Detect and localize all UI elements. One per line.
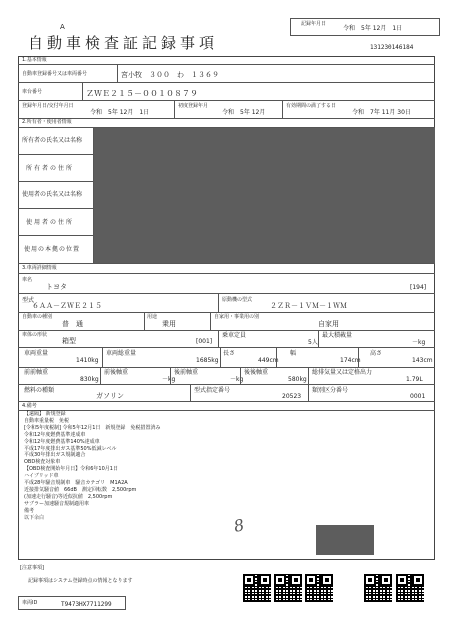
- weight-label: 車両重量: [24, 350, 49, 357]
- width-label: 幅: [290, 350, 297, 357]
- document-number: 131230146184: [370, 44, 414, 51]
- section-remarks-heading: 4.備考: [22, 403, 37, 409]
- model-label: 型式: [22, 297, 35, 304]
- record-date-label: 記録年月日: [301, 21, 327, 27]
- max-load-label: 最大積載量: [322, 332, 353, 339]
- remark-line: サブラー加速騒音規制適用車: [24, 500, 90, 507]
- reg-number-label: 自動車登録番号又は車両番号: [22, 71, 88, 77]
- section-basic-heading: 1.基本情報: [22, 57, 47, 63]
- rear-front-axle-value: －kg: [230, 376, 244, 383]
- front-rear-axle-label: 前後軸重: [104, 369, 129, 376]
- maker-value: トヨタ: [46, 283, 67, 291]
- record-date-box: [290, 18, 440, 36]
- model-value: ６ＡＡ－ＺＷＥ２１５: [32, 302, 102, 310]
- use-label: 用途: [147, 314, 158, 320]
- remark-line: 自動車重量税 免税: [24, 417, 70, 424]
- maker-label: 車名: [22, 277, 33, 283]
- type-number-label: 型式指定番号: [194, 387, 231, 394]
- qr-code-4: [364, 574, 392, 602]
- car-id-value: T9473HX7711299: [61, 601, 112, 608]
- height-label: 高さ: [370, 350, 383, 357]
- section-owner-heading: 2.所有者・使用者情報: [22, 119, 72, 125]
- body-shape-code: [001]: [196, 338, 213, 345]
- displacement-value: 1.79L: [406, 376, 423, 383]
- category-number-value: 0001: [410, 393, 426, 400]
- engine-value: ２ＺＲ－１ＶＭ－１ＷＭ: [270, 302, 347, 310]
- length-label: 長さ: [223, 350, 236, 357]
- vehicle-type-label: 自動車の種別: [22, 314, 53, 320]
- length-value: 449cm: [258, 357, 279, 364]
- remark-line: 令和12年度燃費基準達成車: [24, 431, 86, 438]
- body-shape-value: 箱型: [62, 337, 76, 345]
- rear-rear-axle-value: 580kg: [288, 376, 307, 383]
- maker-code: [194]: [410, 284, 427, 291]
- front-front-axle-label: 前前軸重: [24, 369, 49, 376]
- vehicle-type-value: 普 通: [62, 320, 83, 328]
- fuel-label: 燃料の種類: [24, 387, 55, 394]
- notice-label: [注意事項]: [20, 565, 44, 571]
- remark-line: ハイブリッド車: [24, 473, 59, 480]
- engine-label: 原動機の型式: [222, 297, 253, 303]
- remark-line: [令和5年度税制] 令和5年12月1日 新規登録 免税措置済み: [24, 424, 161, 431]
- qr-code-5: [396, 574, 424, 602]
- qr-code-3: [305, 574, 333, 602]
- owner-address-label: 所有者の住所: [26, 165, 75, 172]
- first-reg-value: 令和 5年 12月 1日: [90, 109, 150, 116]
- height-value: 143cm: [412, 357, 433, 364]
- body-shape-label: 車体の形状: [22, 332, 48, 338]
- vin-label: 車台番号: [22, 89, 43, 95]
- capacity-value: 5人: [308, 339, 318, 346]
- redacted-stamp: [316, 525, 374, 555]
- qr-code-2: [274, 574, 302, 602]
- width-value: 174cm: [340, 357, 361, 364]
- max-load-value: －kg: [412, 339, 426, 346]
- remark-line: 【遠隔】 新規登録: [24, 411, 66, 417]
- reg-number-value: 宮小牧 ３００ わ １３６９: [121, 71, 219, 79]
- gross-weight-value: 1685kg: [196, 357, 219, 364]
- record-date-value: 令和 5年 12月 1日: [343, 25, 403, 32]
- expiry-label: 有効期間の満了する日: [286, 103, 337, 109]
- handwritten-mark: 8: [232, 515, 246, 536]
- remark-line: 平成30年排出ガス規制適合: [24, 452, 86, 459]
- gross-weight-label: 車両総重量: [106, 350, 137, 357]
- page-marker: A: [60, 23, 65, 31]
- use-value: 乗用: [162, 320, 176, 328]
- owner-name-label: 所有者の氏名又は名称: [22, 137, 83, 144]
- remark-line: OBD検査対象車: [24, 459, 61, 466]
- category-number-label: 類別区分番号: [312, 387, 349, 394]
- remark-line: 以下余白: [24, 514, 45, 521]
- qr-code-1: [243, 574, 271, 602]
- first-reg-label: 登録年月日/交付年月日: [22, 103, 74, 109]
- private-business-value: 自家用: [318, 320, 339, 328]
- rear-front-axle-label: 後前軸重: [174, 369, 199, 376]
- remark-line: (加速走行騒音)等近似抗値 2,500rpm: [24, 493, 113, 500]
- fuel-value: ガソリン: [96, 392, 124, 400]
- remark-line: 平成17年度排出ガス基準50%低減レベル: [24, 445, 117, 452]
- capacity-label: 乗車定員: [222, 332, 247, 339]
- base-location-label: 使用の本拠の位置: [24, 246, 81, 253]
- remark-line: 備考: [24, 507, 35, 514]
- displacement-label: 総排気量又は定格出力: [312, 369, 373, 376]
- private-business-label: 自家用・事業用の別: [214, 314, 260, 320]
- user-address-label: 使用者の住所: [26, 219, 75, 226]
- rear-rear-axle-label: 後後軸重: [244, 369, 269, 376]
- vin-value: ＺＷＥ２１５－００１０８７９: [86, 89, 198, 98]
- section-vehicle-heading: 3.車両詳細情報: [22, 265, 57, 271]
- document-title: 自動車検査証記録事項: [28, 34, 219, 52]
- car-id-box: [18, 596, 126, 610]
- front-rear-axle-value: －kg: [162, 376, 176, 383]
- remark-line: 近接排気騒音値 66dB 測定回転数 2,500rpm: [24, 486, 137, 493]
- user-name-label: 使用者の氏名又は名称: [22, 191, 83, 198]
- weight-value: 1410kg: [76, 357, 99, 364]
- redacted-owner-info: [94, 128, 435, 263]
- notice-text: 記録事項はシステム登録時点の情報となります: [28, 578, 133, 584]
- first-year-label: 初度登録年月: [178, 103, 209, 109]
- car-id-label: 車両ID: [22, 600, 38, 606]
- remark-line: 【OBD検査開始年月日】令和6年10月1日: [24, 466, 118, 473]
- remark-line: 令和12年度燃費基準140%達成車: [24, 438, 100, 445]
- expiry-value: 令和 7年 11月 30日: [352, 109, 411, 116]
- first-year-value: 令和 5年 12月: [222, 109, 266, 116]
- remark-line: 平成28年騒音規制車 騒音カテゴリ M1A2A: [24, 480, 128, 486]
- front-front-axle-value: 830kg: [80, 376, 99, 383]
- type-number-value: 20523: [282, 393, 302, 400]
